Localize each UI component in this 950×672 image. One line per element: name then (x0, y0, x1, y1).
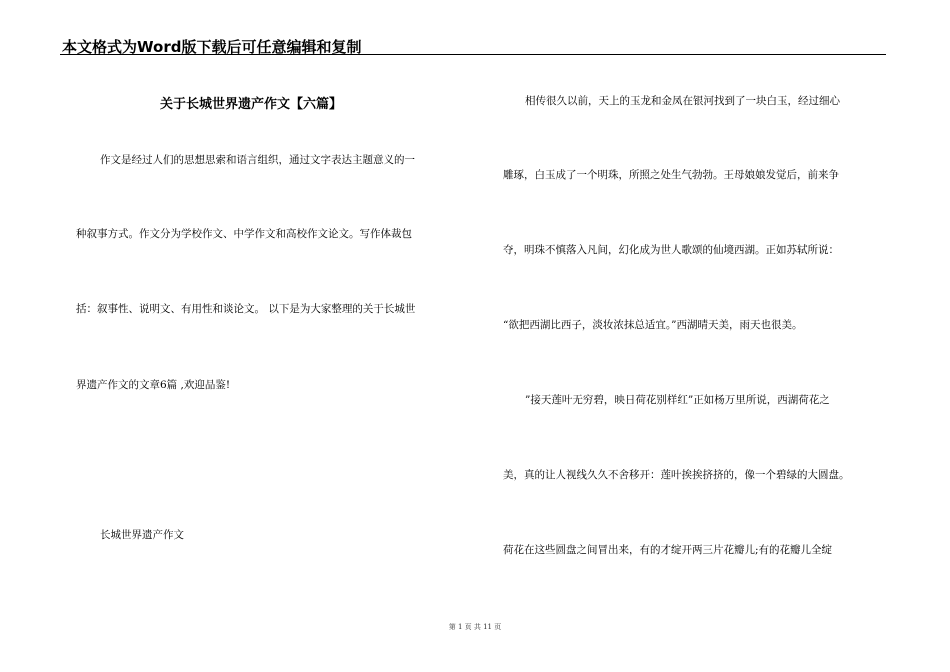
header-divider (60, 54, 886, 55)
download-banner-text: 本文格式为Word版下载后可任意编辑和复制 (62, 38, 362, 56)
page-number: 第 1 页 共 11 页 (448, 623, 502, 631)
right-paragraph-line-6: 美，真的让人视线久久不舍移开：莲叶挨挨挤挤的，像一个碧绿的大圆盘。 (503, 469, 850, 481)
left-paragraph-line-2: 种叙事方式。作文分为学校作文、中学作文和高校作文论文。写作体裁包 (76, 228, 412, 240)
left-paragraph-line-1: 作文是经过人们的思想思索和语言组织，通过文字表达主题意义的一 (100, 154, 415, 166)
right-paragraph-line-2: 雕琢，白玉成了一个明珠，所照之处生气勃勃。王母娘娘发觉后，前来争 (503, 169, 839, 181)
right-paragraph-line-4: “欲把西湖比西子，淡妆浓抹总适宜。”西湖晴天美，雨天也很美。 (503, 319, 803, 331)
right-paragraph-line-7: 荷花在这些圆盘之间冒出来，有的才绽开两三片花瓣儿;有的花瓣儿全绽 (503, 544, 833, 556)
section-heading: 长城世界遗产作文 (100, 529, 184, 541)
right-paragraph-line-5: ”接天莲叶无穷碧，映日荷花别样红”正如杨万里所说，西湖荷花之 (525, 394, 830, 406)
document-title: 关于长城世界遗产作文【六篇】 (160, 97, 343, 112)
left-paragraph-line-3: 括：叙事性、说明文、有用性和谈论文。 以下是为大家整理的关于长城世 (76, 303, 416, 315)
right-paragraph-line-1: 相传很久以前，天上的玉龙和金凤在银河找到了一块白玉，经过细心 (525, 95, 840, 107)
left-paragraph-line-4: 界遗产作文的文章6篇 ,欢迎品鉴! (76, 379, 231, 391)
right-paragraph-line-3: 夺，明珠不慎落入凡间，幻化成为世人歌颂的仙境西湖。正如苏轼所说： (503, 244, 839, 256)
